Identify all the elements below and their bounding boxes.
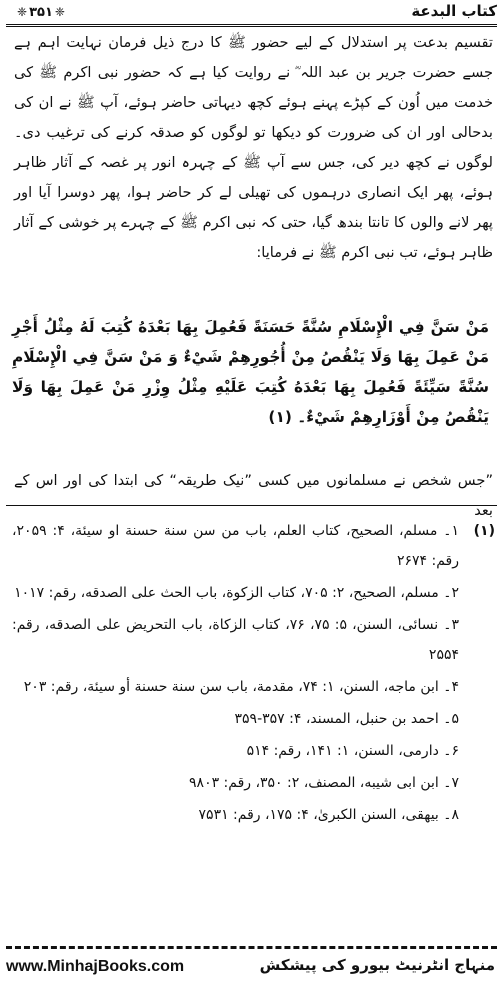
ornament-icon: ❈: [54, 5, 65, 19]
footer-publisher: منہاج انٹرنیٹ بیورو کی پیشکش: [259, 956, 495, 974]
page-number-box: [14, 2, 68, 22]
footnote-block: [12, 516, 495, 832]
footnote-item: ۴۔ ابن ماجه، السنن، ۱: ۷۴، مقدمة، باب سن سنة حسنة أو سيئة، رقم: ۲۰۳: [23, 679, 459, 695]
book-title: كتاب البدعة: [411, 2, 497, 20]
footnote-item: ۵۔ احمد بن حنبل، المسند، ۴: ۳۵۷-۳۵۹: [234, 711, 459, 727]
ornament-icon: ❈: [17, 5, 28, 19]
footnote-item: ۶۔ دارمى، السنن، ۱: ۱۴۱، رقم: ۵۱۴: [246, 743, 459, 759]
main-paragraph: تقسیم بدعت پر استدلال کے لیے حضور ﷺ کا درج ذیل فرمان نہایت اہم ہے جسے حضرت جریر بن عبد اللہ ؓ نے روایت کیا ہے کہ حضور نبی اکرم ﷺ کی خدمت میں اُون کے کپڑے پہنے ہوئے کچھ دیہاتی حاضر ہوئے، آپ ﷺ نے ان کی بدحالی اور ان کی ضرورت کو دیکھا تو لوگوں کو صدقہ کرنے کی ترغیب دی۔ لوگوں نے کچھ دیر کی، جس سے آپ ﷺ کے چہرہ انور پر غصہ کے آثار ظاہر ہوئے، پھر ایک انصاری درہموں کی تھیلی لے کر حاضر ہوا، پھر دوسرا آیا اور پھر لانے والوں کا تانتا بندھ گیا، حتی کہ نبی اکرم ﷺ کے چہرے پر خوشی کے آثار ظاہر ہوئے، تب نبی اکرم ﷺ نے فرمایا:: [14, 34, 493, 261]
footnote-item: ۳۔ نسائى، السنن، ۵: ۷۵، ۷۶، كتاب الزكاة، باب التحريض على الصدقه، رقم: ۲۵۵۴: [12, 617, 459, 663]
footnote-list: [12, 516, 459, 832]
page-header: [0, 0, 503, 28]
footer-website-link[interactable]: www.MinhajBooks.com: [6, 958, 185, 975]
footnote-item: ۲۔ مسلم، الصحيح، ۲: ۷۰۵، كتاب الزكوة، باب الحث على الصدقه، رقم: ۱۰۱۷: [14, 585, 459, 601]
page-number: ۳۵۱: [29, 4, 53, 20]
footnote-divider: [6, 505, 497, 506]
footer-divider: [6, 946, 497, 949]
footnote-marker: (۱): [473, 523, 495, 539]
footnote-item: ۸۔ بيهقى، السنن الكبرىٰ، ۴: ۱۷۵، رقم: ۷۵۳۱: [198, 807, 459, 823]
hadith-arabic: مَنْ سَنَّ فِي الْإِسْلَامِ سُنَّةً حَسَنَةً فَعُمِلَ بِهَا بَعْدَهُ كُتِبَ لَهُ مِثْلُ أَجْرِ مَنْ عَمِلَ بِهَا وَلَا يَنْقُصُ مِنْ أُجُورِهِمْ شَيْءٌ وَ مَنْ سَنَّ فِي الْإِسْلَامِ سُنَّةً سَيِّئَةً فَعُمِلَ بِهَا بَعْدَهُ كُتِبَ عَلَيْهِ مِثْلُ وِزْرِ مَنْ عَمِلَ بِهَا وَلَا يَنْقُصُ مِنْ أَوْزَارِهِمْ شَيْءٌ۔ (۱): [12, 318, 489, 426]
footnotes: [12, 516, 495, 908]
footnote-item: ۷۔ ابن ابى شيبه، المصنف، ۲: ۳۵۰، رقم: ۹۸۰۳: [189, 775, 459, 791]
footnote-item: ۱۔ مسلم، الصحيح، كتاب العلم، باب من سن سنة حسنة او سيئة، ۴: ۲۰۵۹، رقم: ۲۶۷۴: [12, 523, 460, 569]
header-divider: [6, 24, 497, 27]
translation-paragraph: ”جس شخص نے مسلمانوں میں کسی ”نیک طریقہ“ کی ابتدا کی اور اس کے بعد: [14, 472, 493, 519]
